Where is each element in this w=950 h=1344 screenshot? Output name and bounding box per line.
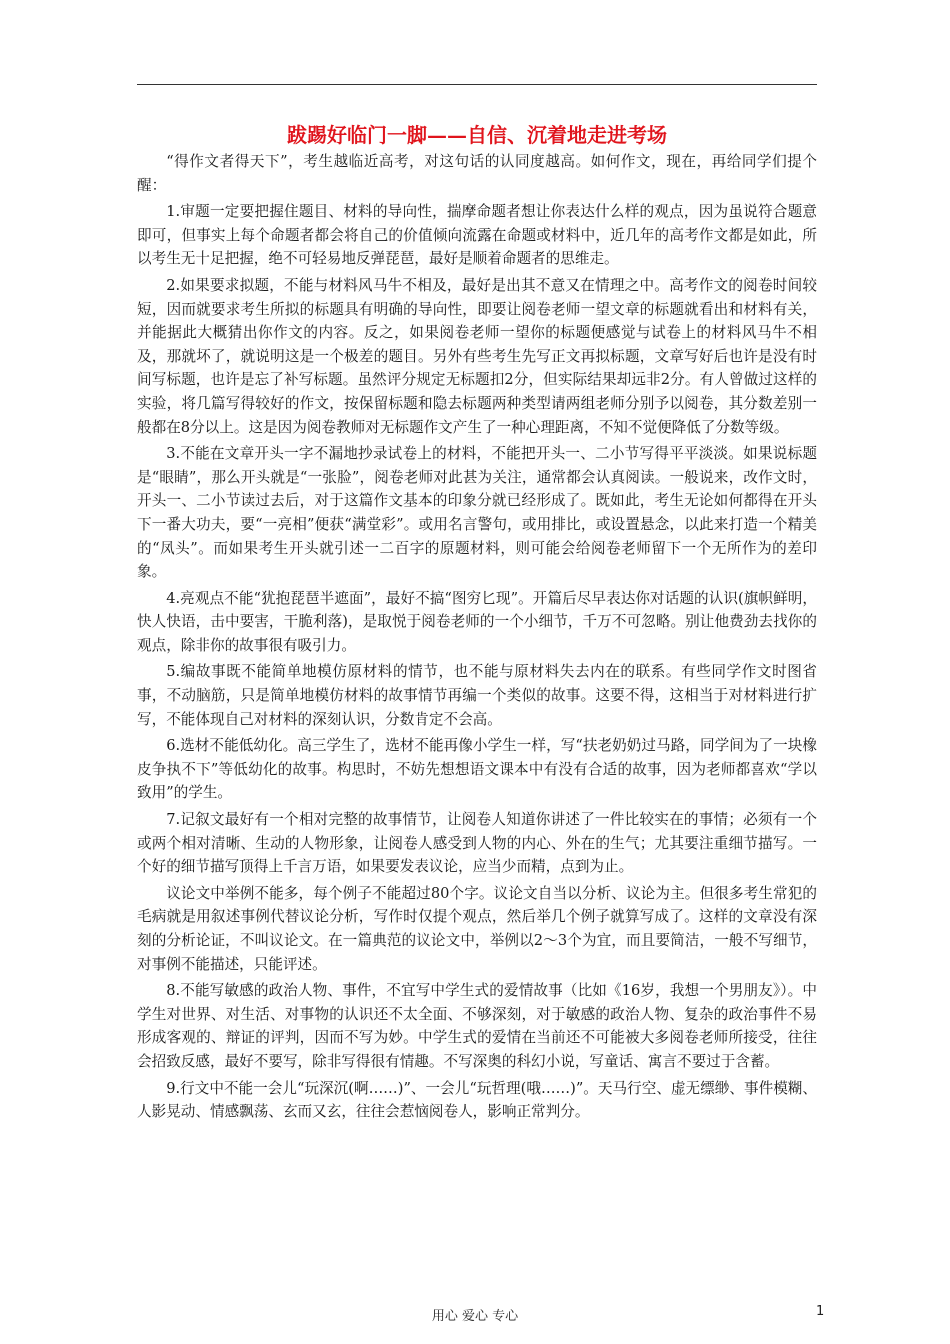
- document-title: 跋踢好临门一脚——自信、沉着地走进考场: [287, 123, 667, 147]
- paragraph-1: 1.审题一定要把握住题目、材料的导向性，揣摩命题者想让你表达什么样的观点，因为虽说符合题意即可，但事实上每个命题者都会将自己的价值倾向流露在命题或材料中，近几年的高考作文都是如此，所以考生无十足把握，绝不可轻易地反弹琵琶，最好是顺着命题者的思维走。: [137, 203, 817, 268]
- page-number: 1: [816, 1304, 825, 1319]
- paragraph-9: 9.行文中不能一会儿“玩深沉(啊……)”、一会儿“玩哲理(哦……)”。天马行空、虚无缥缈、事件模糊、人影晃动、情感飘荡、玄而又玄，往往会惹恼阅卷人，影响正常判分。: [137, 1079, 817, 1121]
- footer-slogan: 用心 爱心 专心: [431, 1309, 519, 1324]
- paragraph-3: 3.不能在文章开头一字不漏地抄录试卷上的材料，不能把开头一、二小节写得平平淡淡。如果说标题是“眼睛”，那么开头就是“一张脸”，阅卷老师对此甚为关注，通常都会认真阅读。一般说来，改作文时，开头一、二小节读过去后，对于这篇作文基本的印象分就已经形成了。既如此，考生无论如何都得在开头下一番大功夫，要“一亮相”便获“满堂彩”。或用名言警句，或用排比，或设置悬念，以此来打造一个精美的“凤头”。而如果考生开头就引述一二百字的原题材料，则可能会给阅卷老师留下一个无所作为的差印象。: [137, 445, 817, 581]
- paragraph-intro: “得作文者得天下”，考生越临近高考，对这句话的认同度越高。如何作文，现在，再给同学们提个醒：: [137, 153, 817, 194]
- paragraph-5: 5.编故事既不能简单地模仿原材料的情节，也不能与原材料失去内在的联系。有些同学作文时图省事，不动脑筋，只是简单地模仿材料的故事情节再编一个类似的故事。这要不得，这相当于对材料进行扩写，不能体现自己对材料的深刻认识，分数肯定不会高。: [137, 663, 817, 728]
- paragraph-2: 2.如果要求拟题，不能与材料风马牛不相及，最好是出其不意又在情理之中。高考作文的阅卷时间较短，因而就要求考生所拟的标题具有明确的导向性，即要让阅卷老师一望文章的标题就看出和材料有关，并能据此大概猜出你作文的内容。反之，如果阅卷老师一望你的标题便感觉与试卷上的材料风马牛不相及，那就坏了，就说明这是一个极差的题目。另外有些考生先写正文再拟标题，文章写好后也许是没有时间写标题，也许是忘了补写标题。虽然评分规定无标题扣2分，但实际结果却远非2分。有人曾做过这样的实验，将几篇写得较好的作文，按保留标题和隐去标题两种类型请两组老师分别予以阅卷，其分数差别一般都在8分以上。这是因为阅卷教师对无标题作文产生了一种心理距离，不知不觉便降低了分数等级。: [137, 276, 817, 436]
- document-body: [137, 150, 817, 1127]
- paragraph-6: 6.选材不能低幼化。高三学生了，选材不能再像小学生一样，写“扶老奶奶过马路，同学间为了一块橡皮争执不下”等低幼化的故事。构思时，不妨先想想语文课本中有没有合适的故事，因为老师都喜欢“学以致用”的学生。: [137, 737, 817, 802]
- paragraph-8: 8.不能写敏感的政治人物、事件，不宜写中学生式的爱情故事（比如《16岁，我想一个男朋友》）。中学生对世界、对生活、对事物的认识还不太全面、不够深刻，对于敏感的政治人物、复杂的政治事件不易形成客观的、辩证的评判，因而不写为妙。中学生式的爱情在当前还不可能被大多阅卷老师所接受，往往会招致反感，最好不要写，除非写得很有情趣。不写深奥的科幻小说，写童话、寓言不要过于含蓄。: [137, 982, 817, 1070]
- paragraph-7-argument: 议论文中举例不能多，每个例子不能超过80个字。议论文自当以分析、议论为主。但很多考生常犯的毛病就是用叙述事例代替议论分析，写作时仅提个观点，然后举几个例子就算写成了。这样的文章没有深刻的分析论证，不叫议论文。在一篇典范的议论文中，举例以2～3个为宜，而且要简洁，一般不写细节，对事例不能描述，只能评述。: [137, 884, 817, 973]
- header-rule: [137, 84, 817, 85]
- paragraph-4: 4.亮观点不能“犹抱琵琶半遮面”，最好不搞“图穷匕现”。开篇后尽早表达你对话题的认识(旗帜鲜明，快人快语，击中要害，干脆利落)，是取悦于阅卷老师的一个小细节，千万不可忽略。别让他费劲去找你的观点，除非你的故事很有吸引力。: [137, 589, 817, 654]
- paragraph-7: 7.记叙文最好有一个相对完整的故事情节，让阅卷人知道你讲述了一件比较实在的事情；必须有一个或两个相对清晰、生动的人物形象，让阅卷人感受到人物的内心、外在的生气；尤其要注重细节描写。一个好的细节描写顶得上千言万语，如果要发表议论，应当少而精，点到为止。: [137, 811, 817, 876]
